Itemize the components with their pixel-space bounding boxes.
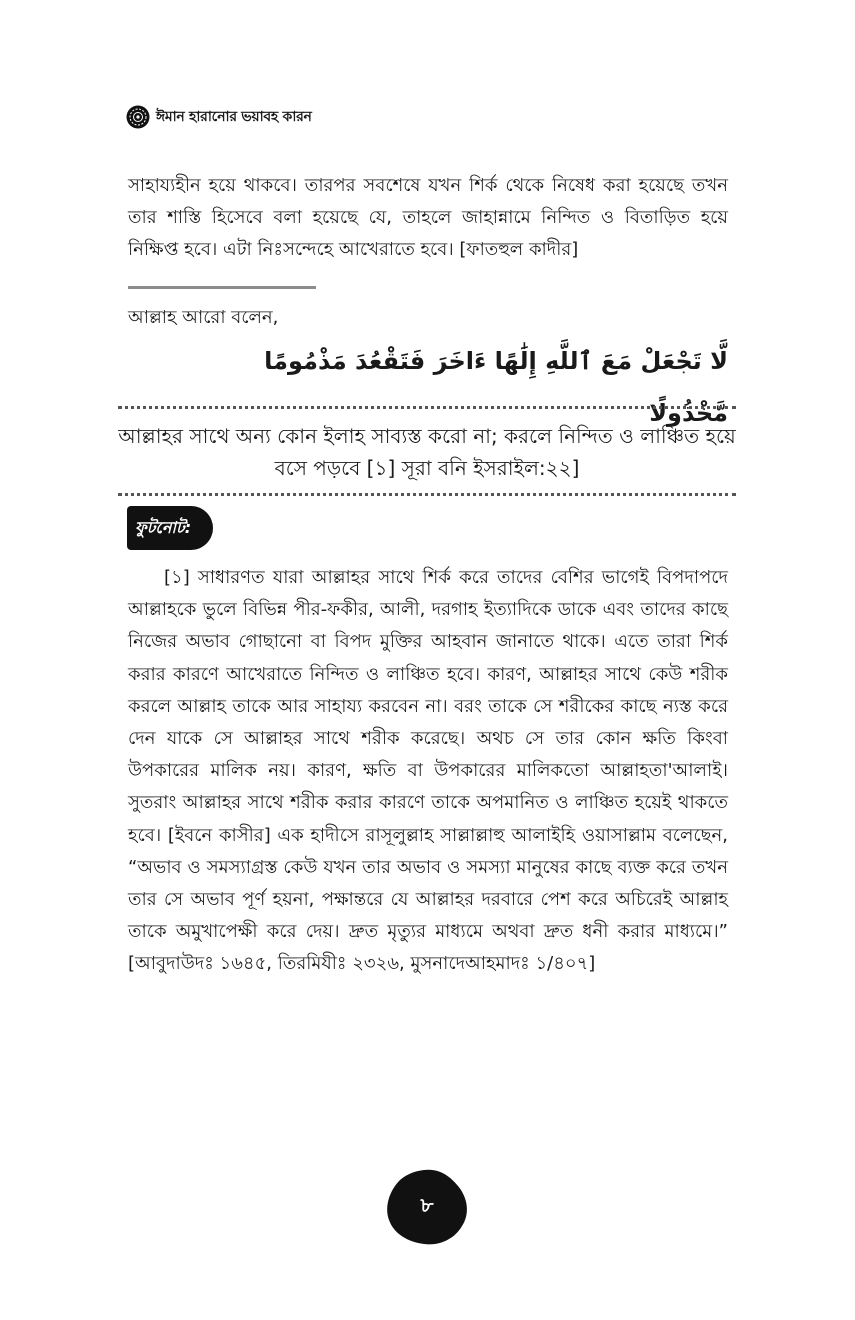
header-title: ঈমান হারানোর ভয়াবহ কারন xyxy=(156,109,312,125)
arabic-verse: لَّا تَجْعَلْ مَعَ ٱللَّهِ إِلَٰهًا ءَاخَرَ فَتَقْعُدَ مَذْمُومًا مَّخْذُولًا xyxy=(264,347,728,427)
lead-sentence: আল্লাহ আরো বলেন, xyxy=(128,307,279,328)
section-divider xyxy=(128,286,316,289)
footnote-badge xyxy=(127,506,213,550)
dotted-rule-top xyxy=(118,406,736,409)
intro-paragraph: সাহায্যহীন হয়ে থাকবে। তারপর সবশেষে যখন শির্ক থেকে নিষেধ করা হয়েছে তখন তার শাস্তি হিসেবে বলা হয়েছে যে, তাহলে জাহান্নামে নিন্দিত ও বিতাড়িত হয়ে নিক্ষিপ্ত হবে। এটা নিঃসন্দেহে আখেরাতে হবে। [ফাতহুল কাদীর] xyxy=(128,175,728,260)
verse-translation: আল্লাহর সাথে অন্য কোন ইলাহ সাব্যস্ত করো না; করলে নিন্দিত ও লাঞ্চিত হয়ে বসে পড়বে [১] সূরা বনি ইসরাইল:২২] xyxy=(118,424,736,480)
ornament-icon xyxy=(126,105,150,129)
page-number: ৮ xyxy=(420,1192,434,1217)
footnote-label: ফুটনোট: xyxy=(135,517,192,537)
footnote-paragraph: [১] সাধারণত যারা আল্লাহর সাথে শির্ক করে তাদের বেশির ভাগেই বিপদাপদে আল্লাহকে ভুলে বিভিন্ন পীর-ফকীর, আলী, দরগাহ ইত্যাদিকে ডাকে এবং তাদের কাছে নিজের অভাব গোছানো বা বিপদ মুক্তির আহবান জানাতে থাকে। এতে তারা শির্ক করার কারণে আখেরাতে নিন্দিত ও লাঞ্চিত হবে। কারণ, আল্লাহর সাথে কেউ শরীক করলে আল্লাহ তাকে আর সাহায্য করবেন না। বরং তাকে সে শরীকের কাছে ন্যস্ত করে দেন যাকে সে আল্লাহর সাথে শরীক করেছে। অথচ সে তার কোন ক্ষতি কিংবা উপকারের মালিক নয়। কারণ, ক্ষতি বা উপকারের মালিকতো আল্লাহতা'আলাই। সুতরাং আল্লাহর সাথে শরীক করার কারণে তাকে অপমানিত ও লাঞ্চিত হয়েই থাকতে হবে। [ইবনে কাসীর] এক হাদীসে রাসূলুল্লাহ সাল্লাল্লাহু আলাইহি ওয়াসাল্লাম বলেছেন, “অভাব ও সমস্যাগ্রস্ত কেউ যখন তার অভাব ও সমস্যা মানুষের কাছে ব্যক্ত করে তখন তার সে অভাব পূর্ণ হয়না, পক্ষান্তরে যে আল্লাহর দরবারে পেশ করে অচিরেই আল্লাহ তাকে অমুখাপেক্ষী করে দেয়। দ্রুত মৃত্যুর মাধ্যমে অথবা দ্রুত ধনী করার মাধ্যমে।” [আবুদাউদঃ ১৬৪৫, তিরমিযীঃ ২৩২৬, মুসনাদেআহমাদঃ ১/৪০৭] xyxy=(128,567,728,975)
dotted-rule-bottom xyxy=(118,493,736,496)
page-number-badge xyxy=(384,1166,470,1248)
running-header xyxy=(126,104,312,130)
